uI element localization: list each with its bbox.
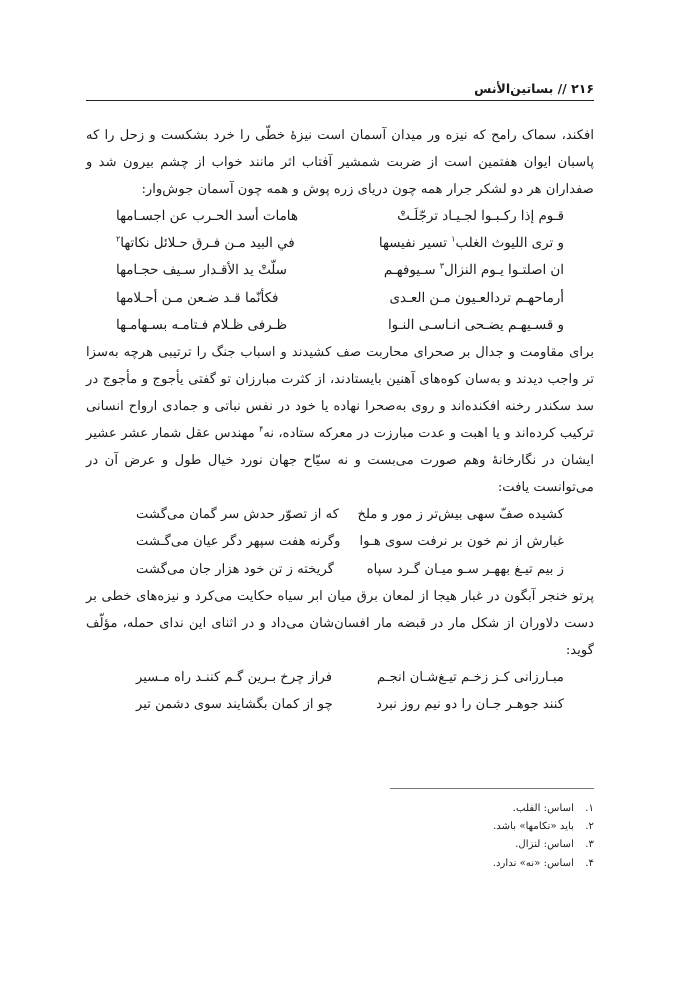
paragraph-2: برای مقاومت و جدال بر صحرای محاربت صف کشیدند و اسباب جنگ را ترتیبی هرچه به‌سزا تر واجب دیدند و به‌سان کوه‌های آهنین بایستادند، از کثرت مبارزان تو گفتی یأجوج و مأجوج در سد سکندر رخنه افکنده‌اند و روی به‌صحرا نهاده یا خود در نفس نباتی و جمادی ارواح انسانی ترکیب کرده‌اند و یا اهبت و عدت مبارزت در معرکه ستاده، نه$^۴$ مهندس عقل شمار عشر عشیر ایشان در نگارخانۀ وهم صورت می‌بست و نه سیّاح جهان نورد خیال طول و عرض آن در می‌توانست یافت: — [86, 344, 594, 496]
hemistich-1: أرماحهـم تردالعـيون مـن العـدى — [389, 290, 564, 306]
hemistich-1: و ترى الليوث الغلب$^۱$ تسير نفيسها — [378, 234, 564, 252]
footnote — [86, 818, 594, 836]
footnotes — [86, 800, 594, 873]
hemistich-2: که از تصوّر حدش سر گمان می‌گشت — [136, 507, 339, 523]
verse-line — [116, 257, 564, 284]
verse-line — [116, 230, 564, 257]
hemistich-2: ظـرفی ظـلام فـتامـه بسـهامـها — [116, 317, 288, 333]
verse-line — [116, 312, 564, 339]
hemistich-2: گریخته ز تن خود هزار جان می‌گشت — [136, 561, 335, 577]
hemistich-2: فراز چرخ بـرین گـم کننـد راه مـسیر — [136, 669, 333, 685]
footnote-ref[interactable]: ۳ — [439, 262, 444, 271]
verse-line — [136, 691, 564, 718]
page-number-and-title: ۲۱۶ // بساتین‌الأنس — [474, 81, 594, 96]
hemistich-1: کشیده صفّ سهی بیش‌تر ز مور و ملخ — [357, 507, 564, 523]
verse-line — [136, 528, 564, 555]
hemistich-1: ان اصلتـوا يـوم النزال$^۳$ سـيوفهـم — [383, 262, 564, 279]
hemistich-2: هامات أسد الحـرب عن اجسـامها — [116, 209, 298, 225]
footnote-ref[interactable]: ۱ — [451, 234, 456, 244]
hemistich-1: غبارش از نم خون بر نرفت سوی هـوا — [359, 534, 564, 550]
running-header — [86, 78, 594, 100]
footnote-ref[interactable]: ۲ — [116, 234, 121, 244]
footnote-number: ۲. — [585, 821, 594, 833]
main-text — [86, 122, 594, 718]
footnote — [86, 855, 594, 873]
footnote-text: اساس: الفلب. — [512, 803, 574, 814]
hemistich-2: سلّتْ يد الأقـدار سـيف حجـامها — [116, 263, 287, 279]
footnote-text: اساس: «نه» ندارد. — [492, 857, 574, 869]
persian-verses-1 — [86, 501, 594, 582]
hemistich-2: فكأنّما قـد ضـعن مـن أحـلامها — [116, 290, 279, 306]
verse-line — [116, 203, 564, 230]
hemistich-1: قـوم إذا رکـبـوا لجـيـاد ترجّلَـتْ — [397, 209, 564, 225]
footnote-text: باید «نکامها» باشد. — [493, 821, 574, 833]
hemistich-2: في البيد مـن فـرق حـلائل نكاتها$^۲$ — [116, 234, 295, 252]
hemistich-1: ز بیم تیـغ بههـر سـو میـان گـرد سپاه — [366, 561, 564, 577]
arabic-verses — [86, 203, 594, 338]
paragraph-3: پرتو خنجر آبگون در غبار هیجا از لمعان برق میان ابر سیاه حکایت می‌کرد و نیزه‌های خطی بر دست دلاوران از شکل مار در قبضه مار افسان‌شان می‌داد و در اثنای این ندای حمله، مؤلّف گوید: — [86, 588, 594, 658]
footnote-rule — [390, 788, 594, 789]
hemistich-1: کنند جوهـر جـان را دو نیم روز نبرد — [376, 696, 564, 712]
verse-line — [136, 501, 564, 528]
footnote-ref[interactable]: ۴ — [259, 424, 264, 434]
hemistich-1: مبـارزانی کـز زخـم تیـغ‌شـان انجـم — [377, 669, 564, 685]
hemistich-1: و قسـيهـم يضـحی انـاسـی النـوا — [387, 317, 564, 333]
footnote-number: ۱. — [585, 803, 594, 814]
persian-verses-2 — [86, 664, 594, 718]
hemistich-2: وگرنه هفت سپهر دگر عیان می‌گـشت — [136, 534, 341, 550]
verse-line — [136, 664, 564, 691]
footnote-text: اساس: لنزال. — [515, 839, 574, 851]
footnote — [86, 836, 594, 854]
verse-line — [116, 285, 564, 312]
footnote — [86, 800, 594, 818]
footnote-number: ۴. — [585, 857, 594, 869]
paragraph-1: افکند، سماک رامح که نیزه ور میدان آسمان است نیزۀ خطّی را خرد بشکست و زحل را که پاسبان ایوان هفتمین است از ضربت شمشیر آفتاب اثر مانند خواب از چشم بیرون شد و صفداران هر دو لشکر جرار همه چون دریای زره پوش و همه چون آسمان جوش‌وار: — [86, 128, 594, 198]
footnote-number: ۳. — [585, 839, 594, 851]
verse-line — [136, 556, 564, 583]
hemistich-2: چو از کمان بگشایند سوی دشمن تیر — [136, 696, 333, 712]
header-rule — [86, 100, 594, 101]
